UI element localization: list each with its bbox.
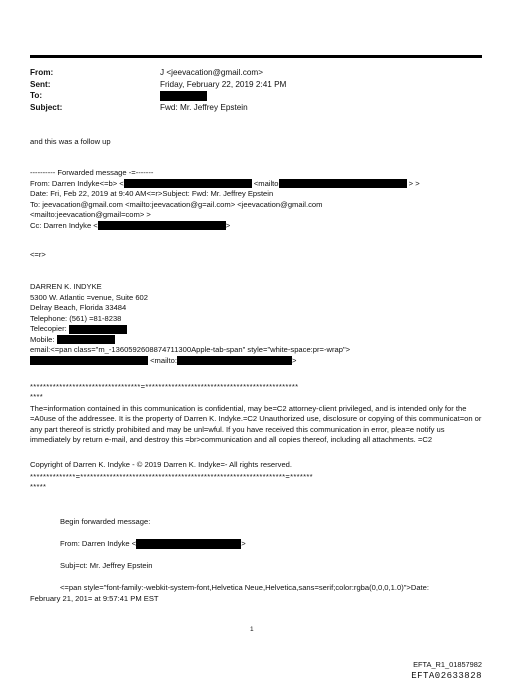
signature-mobile — [30, 335, 115, 345]
signature-email-mailto — [30, 356, 296, 366]
forward-line: ---------- Forwarded message -=------- — [30, 168, 154, 177]
forward-from-redaction-1 — [124, 179, 252, 188]
header-rule — [30, 55, 482, 58]
signature-name: DARREN K. INDYKE — [30, 282, 102, 291]
copyright-text: Copyright of Darren K. Indyke - © 2019 Darren K. Indyke=- All rights reserved. — [30, 460, 293, 469]
begin-span-style: <=pan style="font-family:-webkit-system-font,Helvetica Neue,Helvetica,sans=serif;color:rgba(0,0,0,1.0)">Date: — [60, 583, 430, 592]
signature-email: email:<=pan class="m_-1360592608874711300Apple-tab-span" style="white-space:pr=-wrap"> — [30, 345, 351, 354]
footer-id-2: EFTA02633828 — [411, 671, 482, 681]
begin-forwarded-title: Begin forwarded message: — [60, 517, 151, 526]
disclaimer-stars-top-2: **** — [30, 392, 44, 401]
from-label: From: — [30, 68, 54, 77]
begin-from-pre: From: Darren Indyke < — [60, 539, 137, 548]
forward-cc-redaction — [98, 221, 226, 230]
mobile-label: Mobile: — [30, 334, 55, 344]
forward-cc-pre: Cc: Darren Indyke < — [30, 220, 98, 230]
forward-from-end: > > — [408, 178, 420, 188]
signature-telephone: Telephone: (561) =81-8238 — [30, 313, 122, 323]
sent-label: Sent: — [30, 79, 51, 89]
begin-from-redaction — [136, 539, 241, 549]
to-label: To: — [30, 91, 43, 100]
forward-to-mailto: <mailto:jeevacation@gmail=com> > — [30, 210, 151, 219]
email-header — [30, 67, 286, 113]
disclaimer-text: The=information contained in this communication is confidential, may be=C2 attorney-client privileged, and is intended only for the =A0use of the addressee. It is the property of Darren K. Indyke.=C2 Unauthorized use, disclosure or copying of this communicat=on or any part thereof is strictly prohibited and may be unl=wful. If you have received this communication in error, plea=e notify us immediately by return e-mail, and destroy this =br>communication and all copies thereof, including all attachments. =C2 — [30, 404, 482, 445]
signature-telecopier — [30, 324, 127, 334]
signature-address-1: 5300 W. Atlantic =venue, Suite 602 — [30, 292, 148, 302]
forward-from-pre: From: Darren Indyke<=b> < — [30, 178, 124, 188]
email-mailto-end: > — [291, 355, 297, 365]
sent-value: Friday, February 22, 2019 2:41 PM — [160, 79, 287, 89]
begin-from — [60, 539, 246, 549]
footer-id-1: EFTA_R1_01857982 — [413, 660, 482, 669]
intro-text: and this was a follow up — [30, 137, 111, 146]
signature-address-2: Delray Beach, Florida 33484 — [30, 303, 127, 312]
begin-subject: Subj=ct: Mr. Jeffrey Epstein — [60, 561, 153, 570]
disclaimer-stars-bottom: **************=***************************************************************=******* — [30, 472, 313, 481]
forward-date: Date: Fri, Feb 22, 2019 at 9:40 AM<=r>Subject: Fwd: Mr. Jeffrey Epstein — [30, 189, 274, 198]
subject-label: Subject: — [30, 102, 63, 112]
page-number: 1 — [250, 626, 254, 633]
forward-cc — [30, 221, 230, 231]
forward-from-redaction-2 — [279, 179, 407, 188]
forward-cc-end: > — [225, 220, 231, 230]
email-redaction-1 — [30, 356, 148, 365]
mobile-redaction — [57, 335, 115, 344]
telecopier-label: Telecopier: — [30, 324, 67, 333]
forward-to: To: jeevacation@gmail.com <mailto:jeevacation@g=ail.com> <jeevacation@gmail.com — [30, 199, 323, 209]
email-redaction-2 — [177, 356, 292, 365]
email-mailto: <mailto: — [150, 355, 177, 365]
forward-from — [30, 179, 420, 189]
begin-date: February 21, 201= at 9:57:41 PM EST — [30, 593, 159, 603]
disclaimer-stars-top: **********************************=*********************************************** — [30, 382, 299, 391]
disclaimer-stars-bottom-2: ***** — [30, 482, 47, 491]
begin-from-end: > — [241, 539, 246, 548]
subject-value: Fwd: Mr. Jeffrey Epstein — [160, 102, 248, 112]
forward-from-mailto: <mailto — [253, 178, 279, 188]
from-value: J <jeevacation@gmail.com> — [160, 68, 263, 77]
to-redaction — [160, 91, 207, 101]
forward-br: <=r> — [30, 250, 46, 259]
telecopier-redaction — [69, 325, 127, 334]
